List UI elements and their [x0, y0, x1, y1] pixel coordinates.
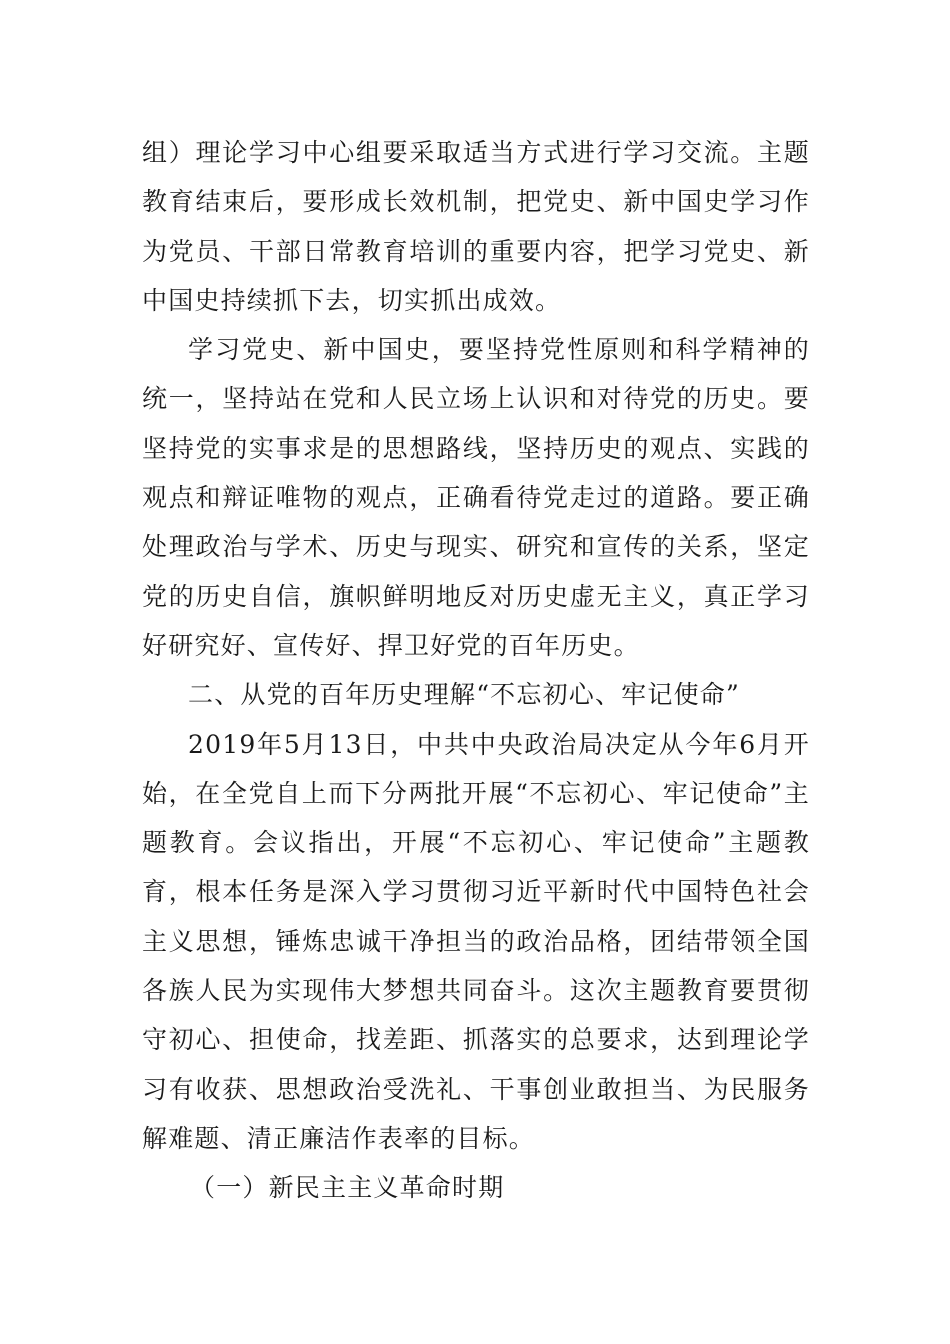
paragraph-study-principles: 学习党史、新中国史，要坚持党性原则和科学精神的统一，坚持站在党和人民立场上认识和对待党的历史。要坚持党的实事求是的思想路线，坚持历史的观点、实践的观点和辩证唯物的观点，正确看待党走过的道路。要正确处理政治与学术、历史与现实、研究和宣传的关系，坚定党的历史自信，旗帜鲜明地反对历史虚无主义，真正学习好研究好、宣传好、捍卫好党的百年历史。: [142, 335, 810, 660]
paragraph-theme-education: 2019年5月13日，中共中央政治局决定从今年6月开始，在全党自上而下分两批开展“不忘初心、牢记使命”主题教育。会议指出，开展“不忘初心、牢记使命”主题教育，根本任务是深入学习贯彻习近平新时代中国特色社会主义思想，锤炼忠诚干净担当的政治品格，团结带领全国各族人民为实现伟大梦想共同奋斗。这次主题教育要贯彻守初心、担使命，找差距、抓落实的总要求，达到理论学习有收获、思想政治受洗礼、干事创业敢担当、为民服务解难题、清正廉洁作表率的目标。: [142, 729, 810, 1153]
paragraph-continuation: 组）理论学习中心组要采取适当方式进行学习交流。主题教育结束后，要形成长效机制，把党史、新中国史学习作为党员、干部日常教育培训的重要内容，把学习党史、新中国史持续抓下去，切实抓出成效。: [142, 138, 810, 315]
document-body: [142, 128, 810, 1213]
section-heading-two: 二、从党的百年历史理解“不忘初心、牢记使命”: [188, 680, 740, 710]
subsection-heading-one: （一）新民主主义革命时期: [190, 1173, 505, 1203]
